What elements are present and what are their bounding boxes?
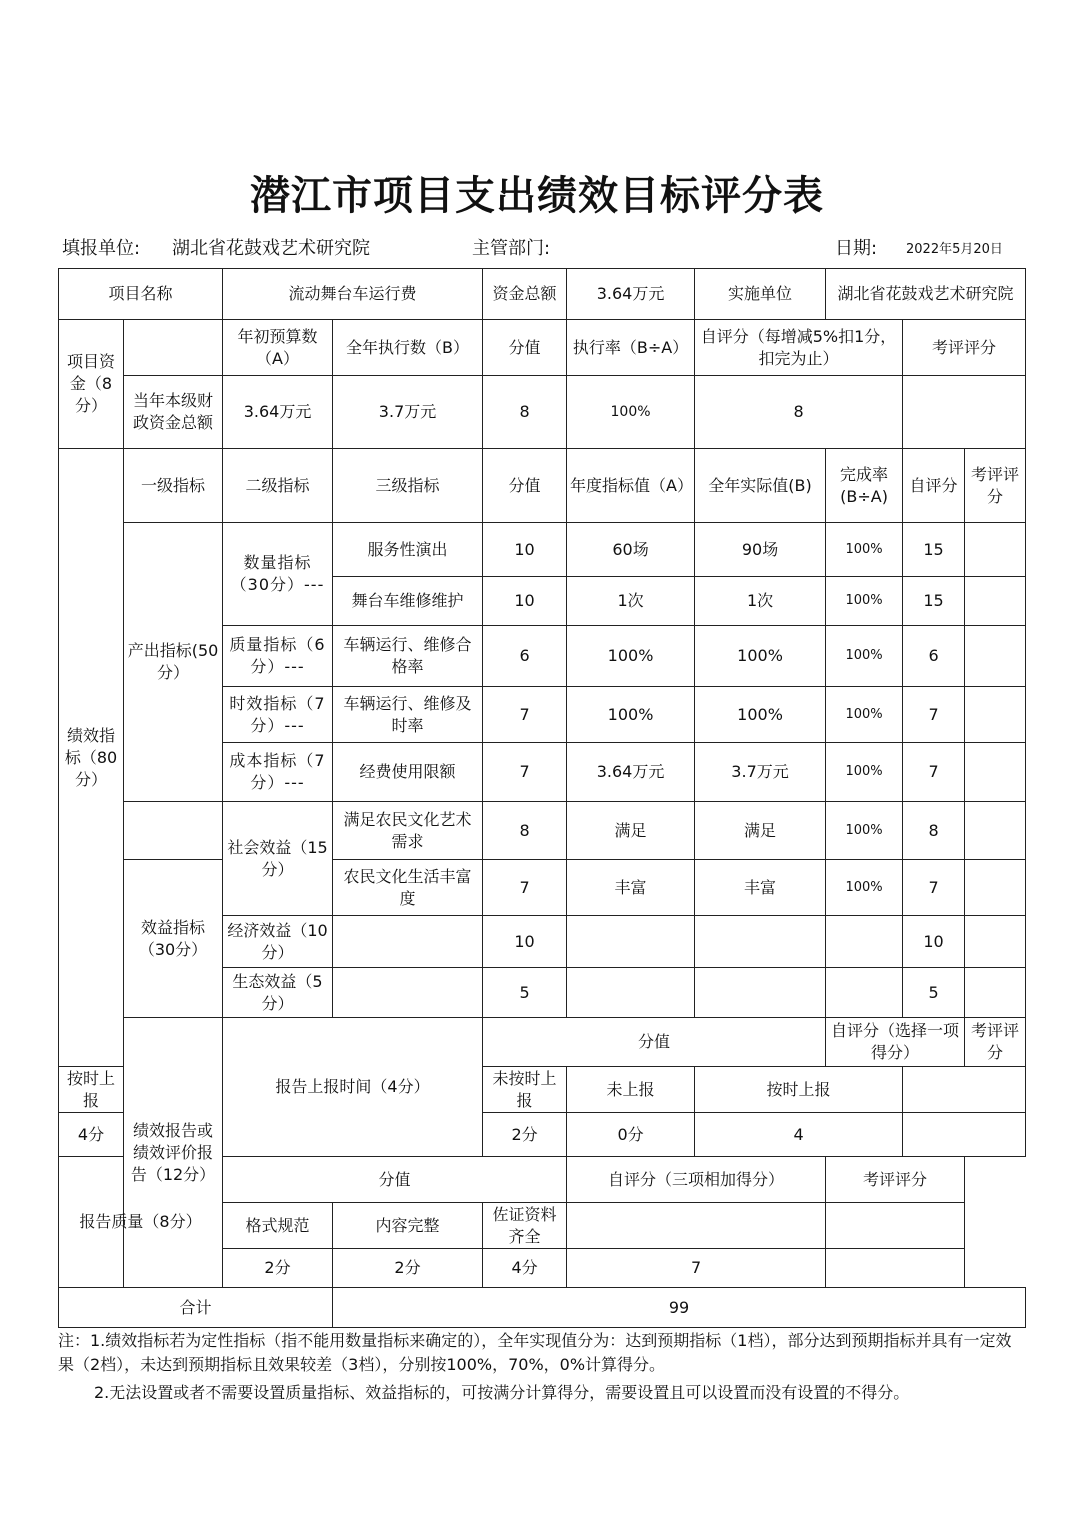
score-cell: 10	[483, 577, 567, 626]
score-cell: 5	[483, 968, 567, 1018]
report-time-review-score	[903, 1113, 1026, 1157]
selected-option: 按时上报	[695, 1067, 903, 1113]
report-quality-self-blank	[567, 1203, 826, 1249]
review-cell	[965, 802, 1026, 860]
review-cell	[965, 523, 1026, 577]
report-quality-self-header: 自评分（三项相加得分）	[567, 1157, 826, 1203]
fund-total-value: 3.64万元	[567, 269, 695, 320]
fund-total-label: 资金总额	[483, 269, 567, 320]
actual-cell: 3.7万元	[695, 743, 826, 802]
perf-header-l3: 三级指标	[333, 449, 483, 523]
review-cell	[965, 860, 1026, 916]
actual-cell	[695, 968, 826, 1018]
target-cell: 1次	[567, 577, 695, 626]
target-cell	[567, 968, 695, 1018]
perf-header-l1: 一级指标	[124, 449, 223, 523]
score-cell: 8	[483, 802, 567, 860]
output-indicator-label: 产出指标(50分）	[124, 523, 223, 802]
quality-indicator-label: 质量指标（6分）---	[223, 626, 333, 687]
date-value: 2022年5月20日	[906, 242, 1003, 257]
notes	[58, 1329, 1018, 1405]
report-quality-score-header: 分值	[223, 1157, 567, 1203]
economic-benefit-label: 经济效益（10分）	[223, 916, 333, 968]
l3-cell	[333, 968, 483, 1018]
score-table	[58, 268, 1026, 1328]
fund-blank-cell	[124, 320, 223, 376]
l3-cell: 车辆运行、维修合格率	[333, 626, 483, 687]
format-score: 2分	[223, 1249, 333, 1288]
review-cell	[965, 968, 1026, 1018]
score-cell: 7	[483, 743, 567, 802]
rate-cell: 100%	[826, 577, 903, 626]
option-not-reported: 未上报	[567, 1067, 695, 1113]
actual-cell	[695, 916, 826, 968]
executed-header: 全年执行数（B）	[333, 320, 483, 376]
review-cell	[965, 687, 1026, 743]
date-label: 日期:	[835, 238, 878, 259]
fund-section-label: 项目资金（8分）	[59, 320, 124, 449]
self-cell: 7	[903, 687, 965, 743]
note-1: 注：1.绩效指标若为定性指标（指不能用数量指标来确定的），全年实现值分为：达到预期指标（1档），部分达到预期指标并具有一定效果（2档），未达到预期指标且效果较差（3档），分别按100%，70%，0%计算得分。	[58, 1331, 1012, 1374]
review-cell	[965, 626, 1026, 687]
review-cell	[965, 916, 1026, 968]
note-2: 2.无法设置或者不需要设置质量指标、效益指标的，可按满分计算得分，需要设置且可以设置而没有设置的不得分。	[94, 1383, 910, 1402]
report-time-self-header: 自评分（选择一项得分）	[826, 1018, 965, 1067]
self-cell: 6	[903, 626, 965, 687]
report-time-header-row	[59, 1018, 1026, 1067]
fund-review-header: 考评评分	[903, 320, 1026, 376]
report-time-self-value: 4	[695, 1113, 903, 1157]
score-cell: 6	[483, 626, 567, 687]
score-cell: 10	[483, 916, 567, 968]
target-cell: 100%	[567, 687, 695, 743]
rate-cell: 100%	[826, 523, 903, 577]
evidence-item: 佐证资料齐全	[483, 1203, 567, 1249]
impl-unit-label: 实施单位	[695, 269, 826, 320]
actual-cell: 1次	[695, 577, 826, 626]
unit-label: 填报单位:	[62, 238, 141, 259]
project-name-label: 项目名称	[59, 269, 223, 320]
perf-header-self: 自评分	[903, 449, 965, 523]
actual-cell: 100%	[695, 626, 826, 687]
content-score: 2分	[333, 1249, 483, 1288]
rate-cell: 100%	[826, 860, 903, 916]
l3-cell: 服务性演出	[333, 523, 483, 577]
late-score: 2分	[483, 1113, 567, 1157]
option-on-time: 按时上报	[59, 1067, 124, 1113]
quantity-indicator-label: 数量指标（30分）---	[223, 523, 333, 626]
perf-header-review: 考评评分	[965, 449, 1026, 523]
fund-header-row	[59, 320, 1026, 376]
fund-data-row	[59, 376, 1026, 449]
perf-header-actual: 全年实际值(B)	[695, 449, 826, 523]
actual-cell: 90场	[695, 523, 826, 577]
self-cell: 15	[903, 577, 965, 626]
score-cell: 10	[483, 523, 567, 577]
content-item: 内容完整	[333, 1203, 483, 1249]
page-title: 潜江市项目支出绩效目标评分表	[250, 172, 824, 219]
report-section-label: 绩效报告或绩效评价报告（12分）	[124, 1018, 223, 1288]
self-cell: 15	[903, 523, 965, 577]
perf-header-score: 分值	[483, 449, 567, 523]
fund-score-value: 8	[483, 376, 567, 449]
fund-self-value: 8	[695, 376, 903, 449]
l3-cell: 经费使用限额	[333, 743, 483, 802]
option-late: 未按时上报	[483, 1067, 567, 1113]
report-quality-review-value	[826, 1249, 965, 1288]
report-time-review-value	[903, 1067, 1026, 1113]
fund-review-value	[903, 376, 1026, 449]
perf-header-rate: 完成率(B÷A)	[826, 449, 903, 523]
fund-self-header: 自评分（每增减5%扣1分，扣完为止）	[695, 320, 903, 376]
dept-label: 主管部门:	[472, 238, 551, 259]
target-cell	[567, 916, 695, 968]
perf-header-row	[59, 449, 1026, 523]
rate-cell: 100%	[826, 687, 903, 743]
rate-cell	[826, 968, 903, 1018]
table-row	[59, 802, 1026, 860]
report-time-review-header: 考评评分	[965, 1018, 1026, 1067]
self-cell: 8	[903, 802, 965, 860]
rate-cell: 100%	[826, 626, 903, 687]
timeliness-indicator-label: 时效指标（7分）---	[223, 687, 333, 743]
project-info-row	[59, 269, 1026, 320]
exec-rate-header: 执行率（B÷A）	[567, 320, 695, 376]
report-time-label: 报告上报时间（4分）	[223, 1018, 483, 1157]
report-quality-review-header: 考评评分	[826, 1157, 965, 1203]
l3-cell: 农民文化生活丰富度	[333, 860, 483, 916]
table-row	[59, 860, 1026, 916]
target-cell: 满足	[567, 802, 695, 860]
format-item: 格式规范	[223, 1203, 333, 1249]
total-row	[59, 1288, 1026, 1328]
target-cell: 丰富	[567, 860, 695, 916]
self-cell: 7	[903, 860, 965, 916]
review-cell	[965, 577, 1026, 626]
impl-unit-value: 湖北省花鼓戏艺术研究院	[826, 269, 1026, 320]
perf-header-l2: 二级指标	[223, 449, 333, 523]
report-time-score-header: 分值	[483, 1018, 826, 1067]
executed-value: 3.7万元	[333, 376, 483, 449]
l3-cell: 车辆运行、维修及时率	[333, 687, 483, 743]
score-cell: 7	[483, 687, 567, 743]
perf-section-label: 绩效指标（80分）	[59, 449, 124, 1067]
on-time-score: 4分	[59, 1113, 124, 1157]
l3-cell: 满足农民文化艺术需求	[333, 802, 483, 860]
budget-value: 3.64万元	[223, 376, 333, 449]
total-value: 99	[333, 1288, 1026, 1328]
rate-cell	[826, 916, 903, 968]
not-reported-score: 0分	[567, 1113, 695, 1157]
social-benefit-label: 社会效益（15分）	[223, 802, 333, 916]
actual-cell: 丰富	[695, 860, 826, 916]
report-quality-label: 报告质量（8分）	[59, 1157, 223, 1288]
rate-cell: 100%	[826, 743, 903, 802]
report-quality-self-value: 7	[567, 1249, 826, 1288]
self-cell: 5	[903, 968, 965, 1018]
target-cell: 100%	[567, 626, 695, 687]
exec-rate-value: 100%	[567, 376, 695, 449]
target-cell: 60场	[567, 523, 695, 577]
ecological-benefit-label: 生态效益（5分）	[223, 968, 333, 1018]
benefit-indicator-label: 效益指标（30分）	[124, 860, 223, 1018]
rate-cell: 100%	[826, 802, 903, 860]
l3-cell: 舞台车维修维护	[333, 577, 483, 626]
self-cell: 10	[903, 916, 965, 968]
table-row	[59, 523, 1026, 577]
budget-header: 年初预算数（A）	[223, 320, 333, 376]
actual-cell: 100%	[695, 687, 826, 743]
evidence-score: 4分	[483, 1249, 567, 1288]
l3-cell	[333, 916, 483, 968]
cost-indicator-label: 成本指标（7分）---	[223, 743, 333, 802]
perf-header-target: 年度指标值（A）	[567, 449, 695, 523]
actual-cell: 满足	[695, 802, 826, 860]
unit-value: 湖北省花鼓戏艺术研究院	[172, 238, 370, 259]
score-cell: 7	[483, 860, 567, 916]
review-cell	[965, 743, 1026, 802]
target-cell: 3.64万元	[567, 743, 695, 802]
total-label: 合计	[59, 1288, 333, 1328]
project-name-value: 流动舞台车运行费	[223, 269, 483, 320]
blank-l1-cell	[124, 802, 223, 860]
self-cell: 7	[903, 743, 965, 802]
fund-score-header: 分值	[483, 320, 567, 376]
fund-row-label: 当年本级财政资金总额	[124, 376, 223, 449]
report-quality-review-blank	[826, 1203, 965, 1249]
